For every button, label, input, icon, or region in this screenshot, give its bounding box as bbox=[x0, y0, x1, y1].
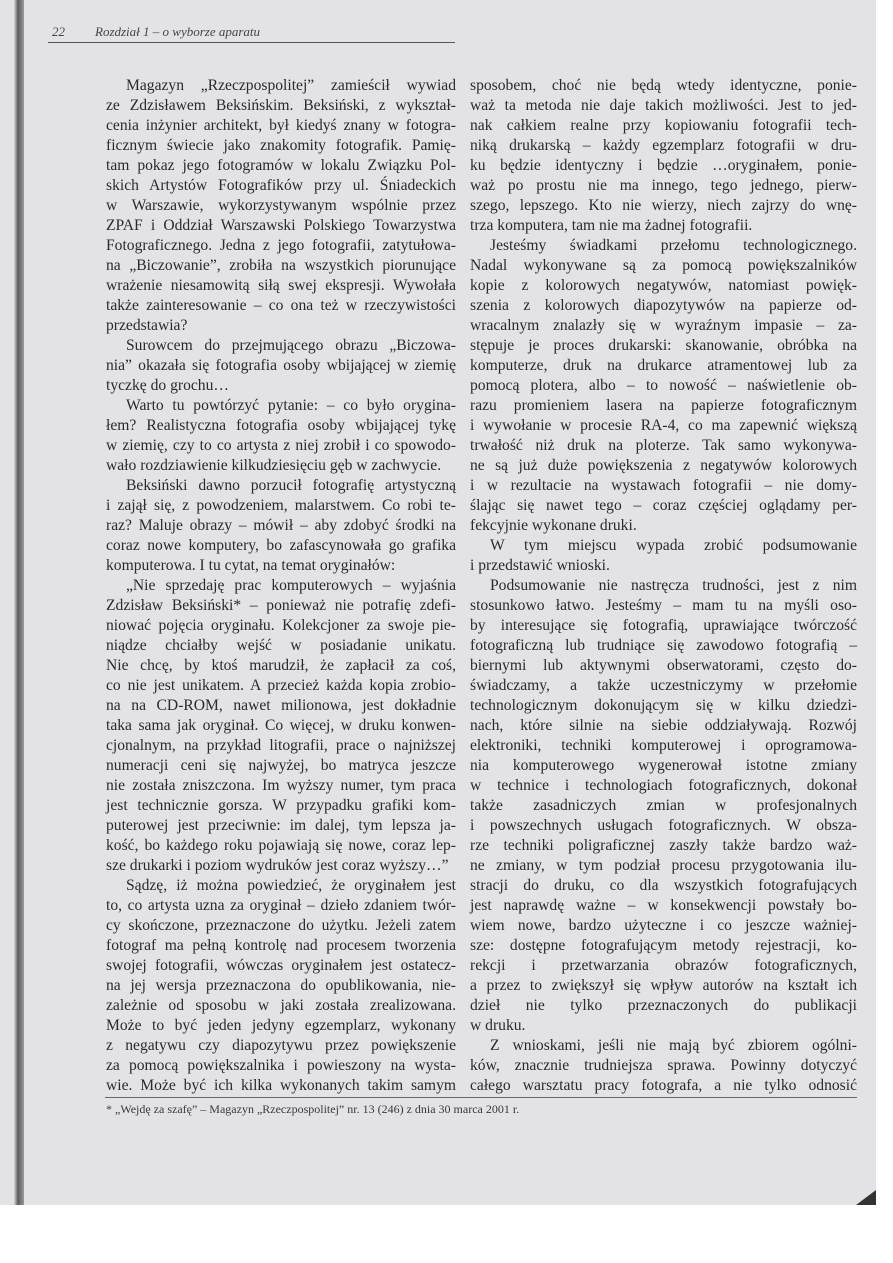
paragraph bbox=[470, 576, 857, 1036]
text-line: całego warsztatu pracy fotografa, a nie tylko odnosić bbox=[470, 1077, 857, 1094]
text-line: raz? Maluje obrazy – mówił – aby zdobyć środki na bbox=[106, 517, 456, 534]
text-line: niować pojęcia oryginału. Kolekcjoner za swoje pie- bbox=[106, 617, 456, 634]
text-line: kość, bo każdego roku pojawiają się nowe, coraz lep- bbox=[106, 837, 456, 854]
text-line: komputerowa. I tu cytat, na temat oryginałów: bbox=[106, 557, 396, 574]
text-line: wrażenie niesamowitą siłą swej ekspresji. Wywołała bbox=[106, 277, 456, 294]
text-line: by interesujące się fotografią, uprawiające twórczość bbox=[470, 617, 857, 634]
text-line: cenia inżynier architekt, był kiedyś znany w fotogra- bbox=[106, 117, 456, 134]
text-line: także zainteresowanie – co ona też w rzeczywistości bbox=[106, 297, 456, 314]
text-line: tam pokaz jego fotogramów w lokalu Związku Pol- bbox=[106, 157, 456, 174]
text-line: sposobem, choć nie będą wtedy identyczne, ponie- bbox=[470, 77, 857, 94]
text-line: nie została zniszczona. Im wyższy numer, tym praca bbox=[106, 777, 456, 794]
page-number: 22 bbox=[52, 24, 65, 39]
paragraph bbox=[470, 76, 857, 236]
text-line: w ziemię, czy to co artysta z niej zrobił i co spowodo- bbox=[106, 437, 456, 454]
paragraph bbox=[470, 536, 857, 576]
text-line: nak całkiem realne przy kopiowaniu fotografii tech- bbox=[470, 117, 857, 134]
text-line: komputerze, druk na drukarce atramentowej lub za bbox=[470, 357, 857, 374]
text-line: Podsumowanie nie nastręcza trudności, jest z nim bbox=[490, 577, 857, 594]
text-line: nia komputerowego wygenerował istotne zmiany bbox=[470, 757, 857, 774]
footnote-rule bbox=[105, 1097, 857, 1098]
text-line: na na CD-ROM, nawet milionowa, jest dokładnie bbox=[106, 697, 456, 714]
paragraph bbox=[470, 236, 857, 536]
paragraph bbox=[106, 476, 456, 576]
text-line: nach, które silnie na siebie oddziaływają. Rozwój bbox=[470, 717, 857, 734]
text-line: wie. Może być ich kilka wykonanych takim samym bbox=[106, 1077, 456, 1094]
text-line: w druku. bbox=[470, 1017, 526, 1034]
text-line: Warto tu powtórzyć pytanie: – co było orygina- bbox=[126, 397, 456, 414]
text-line: tyczkę do grochu… bbox=[106, 377, 229, 394]
paragraph bbox=[470, 1036, 857, 1096]
text-line: „Nie sprzedaję prac komputerowych – wyjaśnia bbox=[126, 577, 456, 594]
text-line: szenia z kolorowych diapozytywów na papierze od- bbox=[470, 297, 857, 314]
text-line: fotograficzną lub trudniące się zawodowo fotografią – bbox=[470, 637, 857, 654]
text-line: kopie z kolorowych negatywów, natomiast powięk- bbox=[470, 277, 857, 294]
text-line: i wywołanie w procesie RA-4, co ma zapewnić większą bbox=[470, 417, 857, 434]
text-line: cjonalnym, na przykład litografii, prace o najniższej bbox=[106, 737, 456, 754]
text-line: wało rozdziawienie kilkudziesięciu gęb w zachwycie. bbox=[106, 457, 442, 474]
text-line: wiem nowe, bardzo użyteczne i co jeszcze ważniej- bbox=[470, 917, 857, 934]
text-line: przedstawia? bbox=[106, 317, 188, 334]
text-line: ślając się nawet tego – coraz częściej oglądamy per- bbox=[470, 497, 857, 514]
text-line: fekcyjnie wykonane druki. bbox=[470, 517, 637, 534]
text-line: trza komputera, tam nie ma żadnej fotografii. bbox=[470, 217, 753, 234]
text-line: to, co artysta uzna za oryginał – dzieło zdaniem twór- bbox=[106, 897, 456, 914]
text-line: stracji do druku, co dla wszystkich fotografujących bbox=[470, 877, 857, 894]
left-column bbox=[106, 76, 456, 1096]
text-line: ków, znacznie trudniejsza sprawa. Powinny dotyczyć bbox=[470, 1057, 857, 1074]
text-line: Magazyn „Rzeczpospolitej” zamieścił wywiad bbox=[126, 77, 456, 94]
text-line: waż ta metoda nie daje takich możliwości. Jest to jed- bbox=[470, 97, 857, 114]
text-line: ku będzie identyczny i będzie …oryginałem, ponie- bbox=[470, 157, 857, 174]
text-line: wracalnym znalazły się w wyraźnym impasie – za- bbox=[470, 317, 857, 334]
paragraph bbox=[106, 336, 456, 396]
text-line: a przez to zwiększył się wpływ autorów na kształt ich bbox=[470, 977, 857, 994]
text-line: Fotograficznego. Jedna z jego fotografii, zatytułowa- bbox=[106, 237, 456, 254]
page-corner-mark bbox=[856, 1190, 876, 1205]
paragraph bbox=[106, 876, 456, 1096]
text-line: waż po prostu nie ma innego, tego jednego, pierw- bbox=[470, 177, 857, 194]
text-line: Zdzisław Beksiński* – ponieważ nie potrafię zdefi- bbox=[106, 597, 456, 614]
text-line: jest technicznie gorsza. W przypadku grafiki kom- bbox=[106, 797, 456, 814]
text-line: rekcji i przetwarzania obrazów fotograficznych, bbox=[470, 957, 857, 974]
text-line: biernymi lub aktywnymi obserwatorami, często do- bbox=[470, 657, 857, 674]
text-line: ne są już duże powiększenia z negatywów kolorowych bbox=[470, 457, 857, 474]
text-line: Może to być jeden jedyny egzemplarz, wykonany bbox=[106, 1017, 456, 1034]
text-line: Nadal wykonywane są za pomocą powiększalników bbox=[470, 257, 857, 274]
text-line: sze drukarki i poziom wydruków jest coraz wyższy…” bbox=[106, 857, 449, 874]
text-line: łem? Realistyczna fotografia osoby wbijającej tykę bbox=[106, 417, 456, 434]
text-line: Nie chcę, by ktoś marudził, że zapłacił za coś, bbox=[106, 657, 456, 674]
text-line: za pomocą powiększalnika i powieszony na wysta- bbox=[106, 1057, 456, 1074]
text-line: Beksiński dawno porzucił fotografię artystyczną bbox=[126, 477, 456, 494]
text-line: i przedstawić wnioski. bbox=[470, 557, 610, 574]
text-line: i w rezultacie na wystawach fotografii – nie domy- bbox=[470, 477, 857, 494]
running-title: Rozdział 1 – o wyborze aparatu bbox=[95, 24, 261, 39]
text-line: coraz nowe komputery, bo zafascynowała go grafika bbox=[106, 537, 456, 554]
text-line: dzieł nie tylko przeznaczonych do publikacji bbox=[470, 997, 857, 1014]
text-line: ne zmiany, w tym podział procesu przygotowania ilu- bbox=[470, 857, 857, 874]
text-line: niądze chciałby wejść w posiadanie unikatu. bbox=[106, 637, 456, 654]
text-line: na „Biczowanie”, zrobiła na wszystkich piorunujące bbox=[106, 257, 456, 274]
text-line: stępuje je proces drukarski: skanowanie, obróbka na bbox=[470, 337, 857, 354]
text-line: fotograf ma pełną kontrolę nad procesem tworzenia bbox=[106, 937, 456, 954]
text-line: rze techniki poligraficznej zaszły także bardzo waż- bbox=[470, 837, 857, 854]
text-line: Surowcem do przejmującego obrazu „Biczowa- bbox=[126, 337, 456, 354]
text-line: na jej wersja przeznaczona do opublikowania, nie- bbox=[106, 977, 456, 994]
paragraph bbox=[106, 576, 456, 876]
text-line: zależnie od sposobu w jaki została zrealizowana. bbox=[106, 997, 456, 1014]
text-line: z negatywu czy diapozytywu przez powiększenie bbox=[106, 1037, 456, 1054]
text-line: świadczamy, a także uczestniczymy w przełomie bbox=[470, 677, 857, 694]
text-line: niką drukarską – każdy egzemplarz fotografii w dru- bbox=[470, 137, 857, 154]
text-line: taka sama jak oryginał. Co więcej, w druku konwen- bbox=[106, 717, 456, 734]
text-line: także zasadniczych zmian w profesjonalnych bbox=[470, 797, 857, 814]
text-line: pomocą plotera, albo – to nowość – naświetlenie ob- bbox=[470, 377, 857, 394]
text-line: stosunkowo łatwo. Jesteśmy – mam tu na myśli oso- bbox=[470, 597, 857, 614]
text-line: puterowej jest przeciwnie: im dalej, tym lepsza ja- bbox=[106, 817, 456, 834]
text-line: numeracji ceni się najwyżej, bo matryca jeszcze bbox=[106, 757, 456, 774]
running-header bbox=[48, 22, 455, 43]
text-line: i zajął się, z powodzeniem, malarstwem. Co robi te- bbox=[106, 497, 456, 514]
text-line: ZPAF i Oddział Warszawski Polskiego Towarzystwa bbox=[106, 217, 456, 234]
text-line: ze Zdzisławem Beksińskim. Beksiński, z wykształ- bbox=[106, 97, 456, 114]
text-line: skich Artystów Fotografików przy ul. Śniadeckich bbox=[106, 177, 456, 194]
text-line: trwałość niż druk na ploterze. Tak samo wykonywa- bbox=[470, 437, 857, 454]
paragraph bbox=[106, 76, 456, 336]
text-line: ficznym świecie jako znakomity fotografik. Pamię- bbox=[106, 137, 456, 154]
text-line: jest naprawdę ważne – w konsekwencji powstały bo- bbox=[470, 897, 857, 914]
text-line: w technice i technologiach fotograficznych, dokonał bbox=[470, 777, 857, 794]
text-line: Jesteśmy świadkami przełomu technologicznego. bbox=[490, 237, 857, 254]
text-line: cy skończone, przeznaczone do użytku. Jeżeli zatem bbox=[106, 917, 456, 934]
text-line: w Warszawie, wykorzystywanym wspólnie przez bbox=[106, 197, 456, 214]
text-line: Z wnioskami, jeśli nie mają być zbiorem ogólni- bbox=[490, 1037, 857, 1054]
text-line: technologicznym dokonującym się w kilku dziedzi- bbox=[470, 697, 857, 714]
text-line: sze: dostępne fotografującym metody rejestracji, ko- bbox=[470, 937, 857, 954]
text-line: elektroniki, techniki komputerowej i oprogramowa- bbox=[470, 737, 857, 754]
text-line: szego, lepszego. Kto nie wierzy, niech zajrzy do wnę- bbox=[470, 197, 857, 214]
book-spine-shadow bbox=[14, 0, 24, 1205]
text-line: i powszechnych usługach fotograficznych. W obsza- bbox=[470, 817, 857, 834]
text-line: nia” okazała się fotografia osoby wbijającej w ziemię bbox=[106, 357, 456, 374]
text-line: W tym miejscu wypada zrobić podsumowanie bbox=[490, 537, 857, 554]
paragraph bbox=[106, 396, 456, 476]
text-line: Sądzę, iż można powiedzieć, że oryginałem jest bbox=[126, 877, 456, 894]
footnote: * „Wejdę za szafę” – Magazyn „Rzeczpospolitej” nr. 13 (246) z dnia 30 marca 2001 r. bbox=[106, 1102, 520, 1116]
text-line: razu promieniem lasera na papierze fotograficznym bbox=[470, 397, 857, 414]
text-line: co nie jest unikatem. A przecież każda kopia zrobio- bbox=[106, 677, 456, 694]
right-column bbox=[470, 76, 857, 1096]
text-line: swojej fotografii, wówczas oryginałem jest ostatecz- bbox=[106, 957, 456, 974]
